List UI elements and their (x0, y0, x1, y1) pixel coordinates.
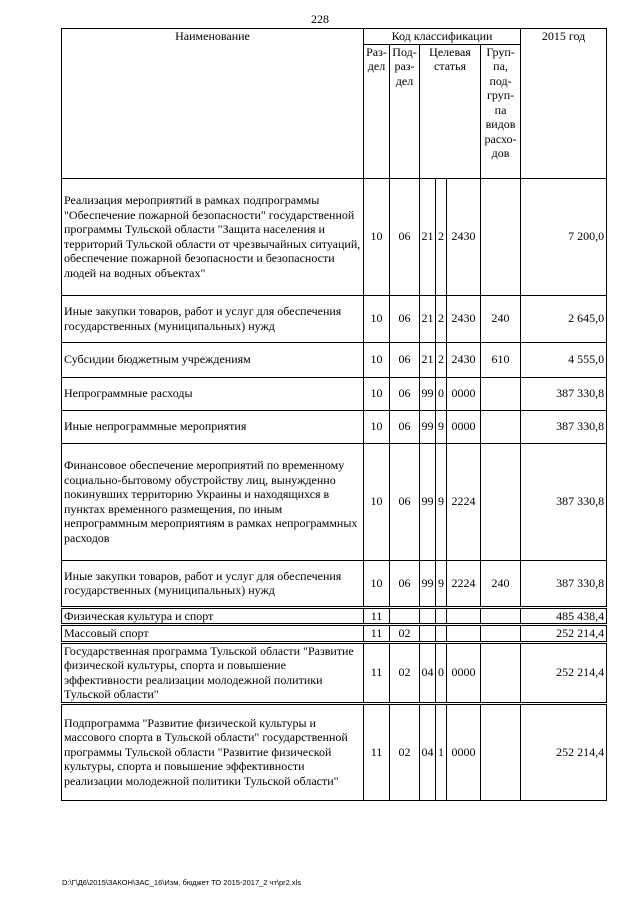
row-target-1: 99 (420, 377, 436, 410)
row-name: Иные непрограммные мероприятия (62, 410, 364, 443)
row-target-1: 04 (420, 703, 436, 800)
row-razdel: 10 (364, 178, 390, 295)
row-group: 240 (481, 560, 521, 607)
row-name: Физическая культура и спорт (62, 607, 364, 625)
column-header-name: Наименование (62, 29, 364, 179)
table-row (62, 560, 607, 607)
column-header-group: Груп- па, под- груп- па видов расхо- дов (481, 44, 521, 178)
row-group: 610 (481, 342, 521, 377)
row-amount: 485 438,4 (521, 607, 607, 625)
table-row (62, 703, 607, 800)
column-header-podrazdel: Под- раз- дел (390, 44, 420, 178)
row-target-1: 21 (420, 342, 436, 377)
row-razdel: 11 (364, 642, 390, 703)
page-number: 228 (311, 12, 329, 26)
row-target-2: 9 (436, 410, 447, 443)
row-target-2: 0 (436, 377, 447, 410)
row-target-3: 2430 (447, 295, 481, 342)
table-row (62, 607, 607, 625)
row-name: Иные закупки товаров, работ и услуг для обеспечения государственных (муниципальных) нужд (62, 560, 364, 607)
row-group (481, 642, 521, 703)
row-target-1 (420, 625, 436, 643)
column-header-code-group: Код классификации (364, 29, 521, 45)
row-razdel: 11 (364, 703, 390, 800)
row-name: Финансовое обеспечение мероприятий по временному социально-бытовому обустройству лиц, вынужденно покинувших территорию Украины и находящихся в пунктах временного размещения, по иным непрограммным мероприятиям в рамках непрограммных расходов (62, 443, 364, 560)
row-name: Государственная программа Тульской области "Развитие физической культуры, спорта и повышение эффективности реализации молодежной политики Тульской области" (62, 642, 364, 703)
row-amount: 387 330,8 (521, 443, 607, 560)
table-row (62, 625, 607, 643)
row-target-1: 99 (420, 560, 436, 607)
row-target-2: 2 (436, 342, 447, 377)
row-podrazdel: 02 (390, 625, 420, 643)
row-target-3 (447, 607, 481, 625)
row-podrazdel: 02 (390, 642, 420, 703)
row-amount: 7 200,0 (521, 178, 607, 295)
row-name: Непрограммные расходы (62, 377, 364, 410)
row-target-1: 04 (420, 642, 436, 703)
row-target-3: 2224 (447, 443, 481, 560)
row-amount: 387 330,8 (521, 377, 607, 410)
row-name: Подпрограмма "Развитие физической культуры и массового спорта в Тульской области" государственной программы Тульской области "Развитие физической культуры, спорта и повышение эффективности реализации молодежной политики Тульской области" (62, 703, 364, 800)
row-razdel: 10 (364, 560, 390, 607)
row-podrazdel: 06 (390, 178, 420, 295)
table-row (62, 443, 607, 560)
column-header-year: 2015 год (521, 29, 607, 179)
row-group (481, 607, 521, 625)
table-row (62, 642, 607, 703)
budget-table (61, 28, 607, 801)
row-name: Субсидии бюджетным учреждениям (62, 342, 364, 377)
row-target-2: 2 (436, 295, 447, 342)
row-target-1: 21 (420, 295, 436, 342)
table-row (62, 178, 607, 295)
file-path-footer: D:\Г\Д6\2015\ЗАКОН\ЗАС_16\Изм. бюджет ТО 2015-2017_2 чт\pr2.xls (62, 878, 302, 887)
row-amount: 2 645,0 (521, 295, 607, 342)
row-name: Массовый спорт (62, 625, 364, 643)
header-row-top (62, 29, 607, 45)
row-group: 240 (481, 295, 521, 342)
row-target-2: 9 (436, 443, 447, 560)
row-amount: 252 214,4 (521, 703, 607, 800)
row-group (481, 625, 521, 643)
row-razdel: 10 (364, 410, 390, 443)
row-target-2 (436, 625, 447, 643)
row-podrazdel: 06 (390, 410, 420, 443)
row-target-1: 99 (420, 410, 436, 443)
row-target-2: 9 (436, 560, 447, 607)
row-name: Реализация мероприятий в рамках подпрограммы "Обеспечение пожарной безопасности" государственной программы Тульской области "Защита населения и территорий Тульской области от чрезвычайных ситуаций, обеспечение пожарной безопасности и безопасности людей на водных объектах" (62, 178, 364, 295)
row-podrazdel: 06 (390, 342, 420, 377)
row-name: Иные закупки товаров, работ и услуг для обеспечения государственных (муниципальных) нужд (62, 295, 364, 342)
row-target-3: 2430 (447, 178, 481, 295)
row-target-2: 0 (436, 642, 447, 703)
row-razdel: 11 (364, 607, 390, 625)
row-amount: 252 214,4 (521, 642, 607, 703)
row-target-3: 0000 (447, 642, 481, 703)
row-group (481, 178, 521, 295)
row-target-3: 0000 (447, 703, 481, 800)
row-podrazdel: 06 (390, 560, 420, 607)
row-target-1: 21 (420, 178, 436, 295)
row-razdel: 10 (364, 443, 390, 560)
row-target-3: 2224 (447, 560, 481, 607)
table-row (62, 410, 607, 443)
row-podrazdel: 06 (390, 295, 420, 342)
row-target-2: 2 (436, 178, 447, 295)
column-header-target: Целевая статья (420, 44, 481, 178)
row-podrazdel: 06 (390, 377, 420, 410)
row-group (481, 703, 521, 800)
row-podrazdel (390, 607, 420, 625)
row-target-2 (436, 607, 447, 625)
row-group (481, 377, 521, 410)
row-target-2: 1 (436, 703, 447, 800)
row-target-3: 0000 (447, 410, 481, 443)
table-row (62, 342, 607, 377)
row-target-1 (420, 607, 436, 625)
row-amount: 4 555,0 (521, 342, 607, 377)
row-razdel: 11 (364, 625, 390, 643)
row-group (481, 410, 521, 443)
row-razdel: 10 (364, 342, 390, 377)
row-amount: 252 214,4 (521, 625, 607, 643)
row-amount: 387 330,8 (521, 410, 607, 443)
row-target-3: 2430 (447, 342, 481, 377)
row-razdel: 10 (364, 377, 390, 410)
table-row (62, 377, 607, 410)
row-amount: 387 330,8 (521, 560, 607, 607)
row-group (481, 443, 521, 560)
row-podrazdel: 06 (390, 443, 420, 560)
column-header-razdel: Раз- дел (364, 44, 390, 178)
row-podrazdel: 02 (390, 703, 420, 800)
row-target-3: 0000 (447, 377, 481, 410)
row-target-1: 99 (420, 443, 436, 560)
table-row (62, 295, 607, 342)
row-target-3 (447, 625, 481, 643)
row-razdel: 10 (364, 295, 390, 342)
